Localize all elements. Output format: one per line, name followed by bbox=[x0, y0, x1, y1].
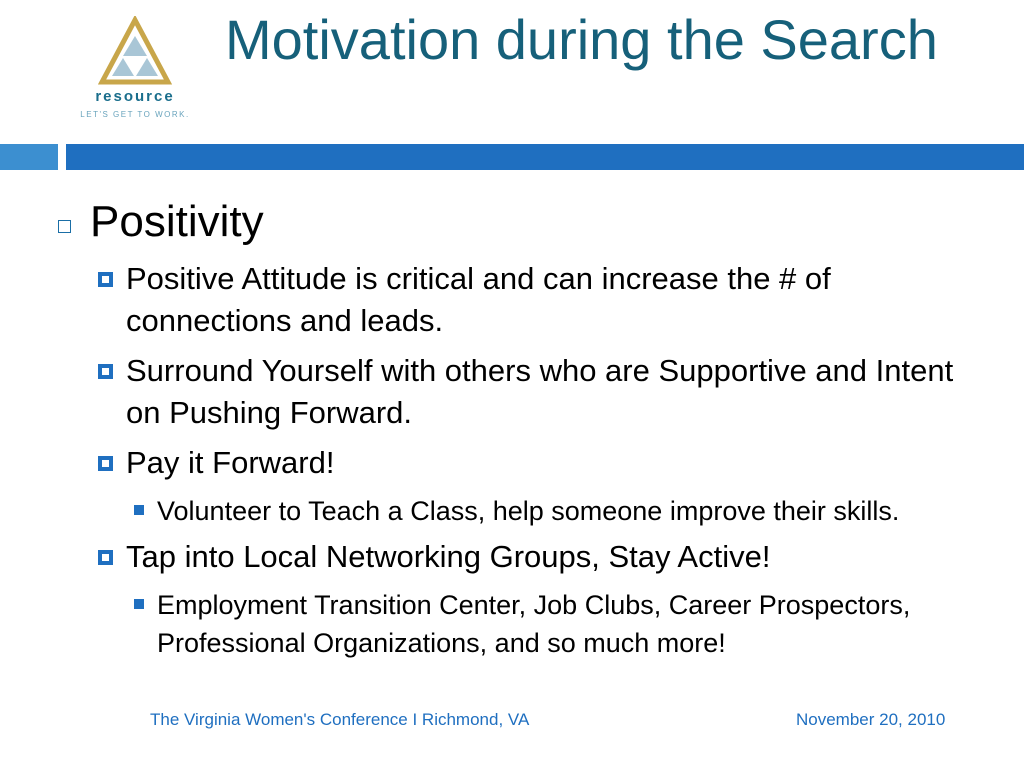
footer-date: November 20, 2010 bbox=[796, 710, 946, 729]
slide-body bbox=[56, 196, 956, 668]
resource-logo bbox=[70, 14, 200, 124]
bullet-text: Surround Yourself with others who are Supportive and Intent on Pushing Forward. bbox=[126, 353, 954, 430]
footer-conference: The Virginia Women's Conference I Richmond, VA bbox=[150, 710, 530, 729]
filled-square-bullet-icon bbox=[134, 599, 144, 609]
bullet-text: Volunteer to Teach a Class, help someone improve their skills. bbox=[157, 496, 900, 526]
hollow-square-bullet-icon bbox=[58, 220, 71, 233]
header-accent-bar bbox=[66, 144, 1024, 170]
bullet-level2 bbox=[56, 536, 956, 578]
bullet-level3 bbox=[56, 586, 956, 662]
bullet-text: Pay it Forward! bbox=[126, 445, 335, 480]
bullet-text: Positive Attitude is critical and can increase the # of connections and leads. bbox=[126, 261, 831, 338]
logo-tagline: LET'S GET TO WORK. bbox=[80, 110, 190, 119]
bullet-text: Tap into Local Networking Groups, Stay Active! bbox=[126, 539, 771, 574]
square-bullet-icon bbox=[98, 272, 113, 287]
triangle-logo-icon bbox=[98, 16, 172, 88]
square-bullet-icon bbox=[98, 456, 113, 471]
bullet-level2 bbox=[56, 442, 956, 484]
logo-wordmark: resource bbox=[95, 88, 175, 105]
filled-square-bullet-icon bbox=[134, 505, 144, 515]
bullet-level2 bbox=[56, 258, 956, 342]
bullet-level1 bbox=[56, 196, 956, 248]
bullet-text: Employment Transition Center, Job Clubs, Career Prospectors, Professional Organizations, and so much more! bbox=[157, 590, 911, 658]
slide-title: Motivation during the Search bbox=[225, 8, 938, 71]
header-accent-bar-left bbox=[0, 144, 58, 170]
bullet-text: Positivity bbox=[90, 197, 264, 246]
bullet-level3 bbox=[56, 492, 956, 530]
square-bullet-icon bbox=[98, 364, 113, 379]
bullet-level2 bbox=[56, 350, 956, 434]
square-bullet-icon bbox=[98, 550, 113, 565]
